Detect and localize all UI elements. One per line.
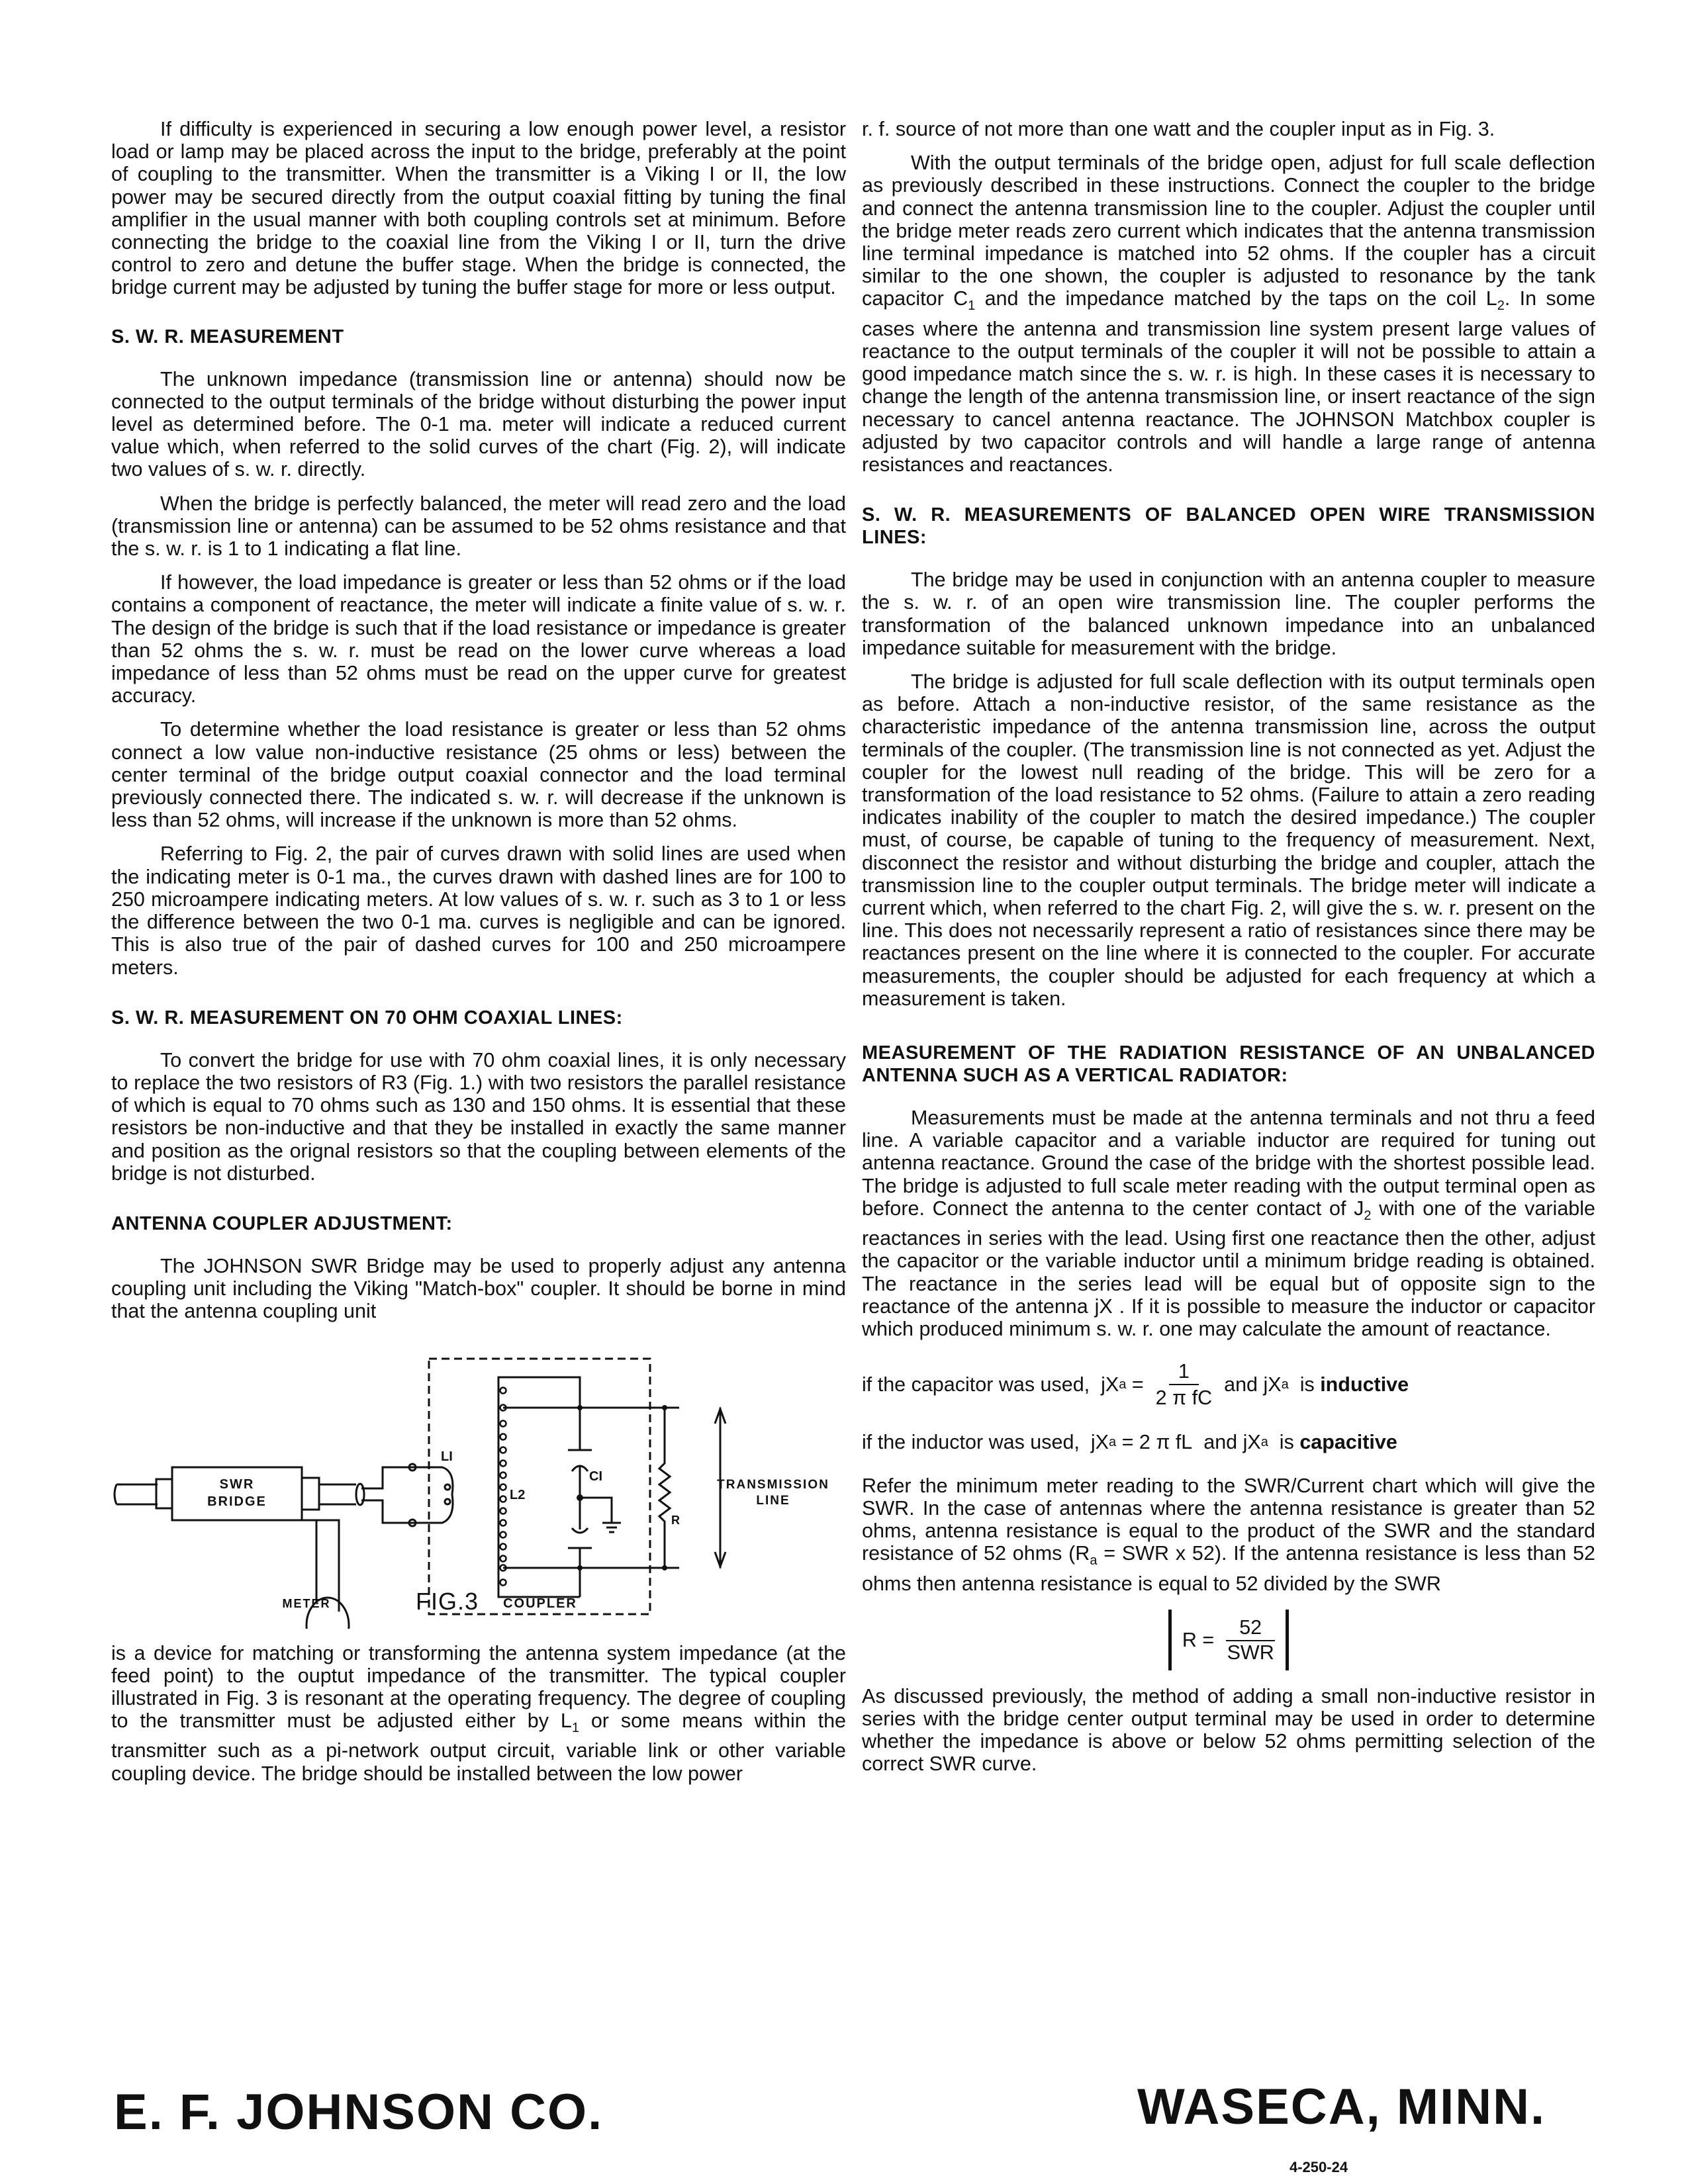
continuation-paragraph: r. f. source of not more than one watt and the coupler input as in Fig. 3.	[862, 118, 1495, 140]
heading-balanced-lines: S. W. R. MEASUREMENTS OF BALANCED OPEN WIRE TRANSMISSION LINES:	[862, 504, 1595, 549]
ground-icon	[580, 1498, 621, 1532]
right-column	[862, 118, 1595, 1787]
label-meter: METER	[282, 1596, 331, 1610]
label-line: LINE	[756, 1493, 790, 1508]
formula-inductor: if the inductor was used, jX a = 2 π fL and jX a is capacitive	[862, 1430, 1397, 1453]
balanced-paragraph-1: The bridge may be used in conjunction with an antenna coupler to measure the s. w. r. of an open wire transmission line. The coupler performs the transformation of the balanced unknown impedance into an unbalanced impedance suitable for measurement with the bridge.	[862, 569, 1595, 659]
coupler-schematic-diagram	[111, 1331, 846, 1629]
swr-paragraph-2: When the bridge is perfectly balanced, the meter will read zero and the load (transmission line or antenna) can be assumed to be 52 ohms resistance and that the s. w. r. is 1 to 1 indicating a flat line.	[111, 492, 846, 561]
company-location: WASECA, MINN.	[1137, 2079, 1546, 2135]
tap-lines	[503, 1408, 679, 1568]
label-c1: CI	[589, 1469, 602, 1484]
heading-swr-measurement: S. W. R. MEASUREMENT	[111, 326, 344, 347]
swr-paragraph-4: To determine whether the load resistance is greater or less than 52 ohms connect a low value non-inductive resistance (25 ohms or less) between the center terminal of the bridge output coaxial connector and the load terminal previously connected there. The indicated s. w. r. will decrease if the unknown is less than 52 ohms, will increase if the unknown is more than 52 ohms.	[111, 718, 846, 832]
formula-r-equals-52-over-swr: R = $\frac{52}{\text{SWR}}$	[862, 1610, 1595, 1670]
balanced-paragraph-2: The bridge is adjusted for full scale deflection with its output terminals open as before. Attach a non-inductive resistor, of the same resistance as the characteristic impedance of the antenna transmission line, across the output terminals of the coupler. (The transmission line is not connected as yet. Adjust the coupler for the lowest null reading of the bridge. This will be zero for a transformation of the load resistance to 52 ohms. (Failure to attain a zero reading indicates inability of the coupler to match the desired impedance.) The coupler must, of course, be capable of tuning to the frequency of measurement. Next, disconnect the resistor and without disturbing the bridge and coupler, attach the transmission line to the coupler output terminals. The bridge meter will indicate a current which, when referred to the chart Fig. 2, will give the s. w. r. present on the line. This does not necessarily represent a ratio of resistances since there may be reactances present on the line where it is connected to the coupler. For accurate measurements, the coupler should be adjusted for each frequency at which a measurement is taken.	[862, 670, 1595, 1010]
c1-capacitor-icon	[568, 1408, 592, 1568]
swr-paragraph-3: If however, the load impedance is greater or less than 52 ohms or if the load contains a component of reactance, the meter will indicate a finite value of s. w. r. The design of the bridge is such that if the load resistance or impedance is greater than 52 ohms the s. w. r. must be read on the lower curve whereas a load impedance of less than 52 ohms must be read on the upper curve for greatest accuracy.	[111, 571, 846, 707]
coupler-paragraph-1: The JOHNSON SWR Bridge may be used to properly adjust any antenna coupling unit including the Viking "Match-box" coupler. It should be borne in mind that the antenna coupling unit	[111, 1254, 846, 1323]
coupler-dashed-boundary	[429, 1359, 650, 1614]
heading-70-ohm: S. W. R. MEASUREMENT ON 70 OHM COAXIAL LINES:	[111, 1007, 623, 1028]
label-bridge: BRIDGE	[207, 1494, 267, 1509]
label-coupler: COUPLER	[503, 1596, 577, 1611]
document-code: 4-250-24	[1289, 2159, 1348, 2175]
70-ohm-paragraph: To convert the bridge for use with 70 ohm coaxial lines, it is only necessary to replace the two resistors of R3 (Fig. 1.) with two resistors the parallel resistance of which is equal to 70 ohms such as 130 and 150 ohms. It is essential that these resistors be non-inductive and that they be installed in exactly the same manner and position as the orignal resistors so that the coupling between elements of the bridge is not disturbed.	[111, 1048, 846, 1185]
label-l1: LI	[441, 1449, 453, 1464]
swr-paragraph-5: Referring to Fig. 2, the pair of curves drawn with solid lines are used when the indicating meter is 0-1 ma., the curves drawn with dashed lines are for 100 to 250 microampere indicating meters. At low values of s. w. r. such as 3 to 1 or less the difference between the two 0-1 ma. curves is negligible and can be ignored. This is also true of the pair of dashed curves for 100 and 250 microampere meters.	[111, 842, 846, 979]
coupler-adjust-paragraph: With the output terminals of the bridge open, adjust for full scale deflection as previously described in these instructions. Connect the coupler to the bridge and connect the antenna transmission line to the coupler. Adjust the coupler until the bridge meter reads zero current which indicates that the antenna transmission line terminal impedance is matched into 52 ohms. If the coupler has a circuit similar to the one shown, the coupler is adjusted to resonance by the tank capacitor $C_1$ and the impedance matched by the taps on the coil $L_2$. In some cases where the antenna and transmission line system present large values of reactance to the output terminals of the coupler it will not be possible to attain a good impedance match since the s. w. r. is high. In these cases it is necessary to change the length of the antenna transmission line, or insert reactance of the sign necessary to cancel antenna reactance. The JOHNSON Matchbox coupler is adjusted by two capacitor controls and will handle a large range of antenna resistances and reactances.	[862, 152, 1595, 476]
formula-capacitor: if the capacitor was used, jX a = $\frac{1}{\text{2 π fC}}$ and jX a is inductive	[862, 1360, 1409, 1410]
company-name: E. F. JOHNSON CO.	[114, 2084, 604, 2140]
link-l1-wires	[361, 1467, 453, 1523]
intro-paragraph: If difficulty is experienced in securing a low enough power level, a resistor load or lamp may be placed across the input to the bridge, preferably at the point of coupling to the transmitter. When the transmitter is a Viking I or II, the low power may be secured directly from the output coaxial fitting by tuning the final amplifier in the usual manner with both coupling controls set at minimum. Before connecting the bridge to the coaxial line from the Viking I or II, turn the drive control to zero and detune the buffer stage. When the bridge is connected, the bridge current may be adjusted by tuning the buffer stage for more or less output.	[111, 118, 846, 299]
label-swr: SWR	[219, 1477, 255, 1492]
left-column	[111, 118, 846, 1796]
heading-antenna-coupler: ANTENNA COUPLER ADJUSTMENT:	[111, 1212, 453, 1234]
swr-bridge-box-icon	[172, 1467, 302, 1520]
input-coax-icon	[115, 1484, 158, 1504]
label-l2: L2	[510, 1487, 526, 1502]
coupler-paragraph-2: is a device for matching or transforming the antenna system impedance (at the feed point) to the ouptut impedance of the transmitter. The typical coupler illustrated in Fig. 3 is resonant at the operating frequency. The degree of coupling to the transmitter must be adjusted either by $L_1$ or some means within the transmitter such as a pi-network output circuit, variable link or other variable coupling device. The bridge should be installed between the low power	[111, 1641, 847, 1785]
swr-paragraph-1: The unknown impedance (transmission line or antenna) should now be connected to the output terminals of the bridge without disturbing the power input level as determined before. The 0-1 ma. meter will indicate a reduced current value which, when referred to the solid curves of the chart (Fig. 2), will indicate two values of s. w. r. directly.	[111, 367, 846, 481]
radiation-paragraph-2: Refer the minimum meter reading to the SWR/Current chart which will give the SWR. In the case of antennas where the antenna resistance is greater than 52 ohms, antenna resistance is equal to the product of the SWR and the standard resistance of 52 ohms ($R_a$ = SWR x 52). If the antenna resistance is less than 52 ohms then antenna resistance is equal to 52 divided by the SWR	[862, 1474, 1595, 1595]
figure-caption: FIG.3	[416, 1587, 479, 1615]
heading-radiation-resistance: MEASUREMENT OF THE RADIATION RESISTANCE OF AN UNBALANCED ANTENNA SUCH AS A VERTICAL RADIATOR:	[862, 1042, 1595, 1086]
resistor-r-icon	[659, 1408, 670, 1568]
radiation-paragraph-3: As discussed previously, the method of adding a small non-inductive resistor in series with the bridge center output terminal may be used in order to determine whether the impedance is above or below 52 ohms permitting selection of the correct SWR curve.	[862, 1684, 1595, 1776]
radiation-paragraph-1: Measurements must be made at the antenna terminals and not thru a feed line. A variable capacitor and a variable inductor are required for tuning out antenna reactance. Ground the case of the bridge with the shortest possible lead. The bridge is adjusted to full scale meter reading with the output terminal open as before. Connect the antenna to the center contact of $J_2$ with one of the variable reactances in series with the lead. Using first one reactance then the other, adjust the capacitor or the variable inductor until a minimum bridge reading is obtained. The reactance in the series lead will be equal but of opposite sign to the reactance of the antenna jX . If it is possible to measure the inductor or capacitor which produced minimum s. w. r. one may calculate the amount of reactance.	[862, 1107, 1595, 1340]
figure-3-schematic	[111, 1331, 846, 1629]
label-r: R	[671, 1513, 680, 1527]
label-transmission: TRANSMISSION	[717, 1477, 829, 1492]
